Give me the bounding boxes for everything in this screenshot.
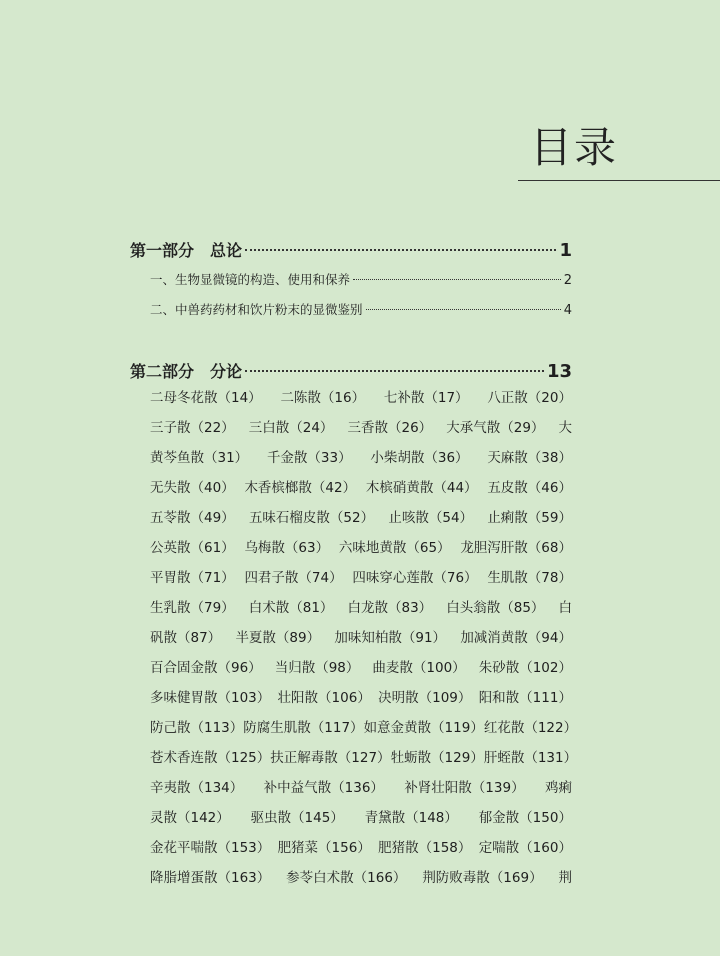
toc-entry[interactable]: 当归散（98） — [274, 660, 360, 676]
toc-part-2-label: 第二部分 分论 — [130, 362, 243, 381]
toc-entry-row — [150, 477, 572, 507]
toc-entry[interactable]: 补肾壮阳散（139） — [404, 780, 525, 796]
toc-entry[interactable]: 乌梅散（63） — [244, 540, 330, 556]
toc-entry[interactable]: 加减消黄散（94） — [460, 630, 572, 646]
toc-entry[interactable]: 七补散（17） — [383, 390, 469, 406]
toc-entry-row — [150, 747, 578, 777]
toc-entry[interactable]: 辛夷散（134） — [150, 780, 244, 796]
toc-entry[interactable]: 阳和散（111） — [478, 690, 572, 706]
toc-entry[interactable]: 三白散（24） — [248, 420, 334, 436]
toc-subsection-page: 2 — [563, 273, 572, 288]
toc-entry[interactable]: 多味健胃散（103） — [150, 690, 271, 706]
toc-part-2-page: 13 — [546, 361, 572, 382]
toc-entry[interactable]: 三子散（22） — [150, 420, 235, 436]
toc-entry[interactable]: 金花平喘散（153） — [150, 840, 271, 856]
toc-entry-row — [150, 717, 578, 747]
toc-entry[interactable]: 公英散（61） — [150, 540, 235, 556]
toc-entry[interactable]: 矾散（87） — [150, 630, 222, 646]
toc-entry-row — [150, 417, 572, 447]
toc-subsection-label: 一、生物显微镜的构造、使用和保养 — [150, 272, 351, 287]
toc-entry[interactable]: 鸡痢 — [544, 780, 572, 796]
toc-entry[interactable]: 白术散（81） — [248, 600, 334, 616]
toc-entry[interactable]: 曲麦散（100） — [372, 660, 466, 676]
toc-entry[interactable]: 三香散（26） — [347, 420, 433, 436]
toc-part-2[interactable] — [130, 359, 572, 382]
toc-entry[interactable]: 生肌散（78） — [487, 570, 572, 586]
toc-entry[interactable]: 青黛散（148） — [364, 810, 458, 826]
toc-entry-row — [150, 507, 572, 537]
toc-entry[interactable]: 荆 — [558, 870, 572, 886]
toc-entry[interactable]: 千金散（33） — [266, 450, 352, 466]
toc-entry[interactable]: 决明散（109） — [378, 690, 472, 706]
page-title: 目录 — [530, 123, 619, 172]
toc-entry[interactable]: 参苓白术散（166） — [286, 870, 407, 886]
dot-leader — [353, 279, 561, 280]
toc-entry[interactable]: 木香槟榔散（42） — [244, 480, 357, 496]
toc-entry[interactable]: 白 — [558, 600, 572, 616]
toc-entry[interactable]: 五苓散（49） — [150, 510, 235, 526]
toc-entry[interactable]: 补中益气散（136） — [263, 780, 384, 796]
dot-leader — [366, 309, 561, 310]
toc-entry[interactable]: 百合固金散（96） — [150, 660, 262, 676]
toc-entry[interactable]: 四君子散（74） — [244, 570, 343, 586]
toc-entry[interactable]: 定喘散（160） — [478, 840, 572, 856]
toc-entry-row — [150, 687, 572, 717]
toc-entry[interactable]: 驱虫散（145） — [250, 810, 344, 826]
toc-entry[interactable]: 肥猪散（158） — [378, 840, 472, 856]
toc-entry[interactable]: 大 — [558, 420, 572, 436]
toc-entry-row — [150, 657, 572, 687]
toc-entry[interactable]: 荆防败毒散（169） — [422, 870, 543, 886]
toc-entry[interactable]: 止咳散（54） — [388, 510, 474, 526]
toc-subsection[interactable] — [150, 270, 572, 288]
toc-entry[interactable]: 生乳散（79） — [150, 600, 235, 616]
toc-entry[interactable]: 防腐生肌散（117） — [243, 720, 364, 736]
toc-entry[interactable]: 五皮散（46） — [487, 480, 572, 496]
toc-entry[interactable]: 黄芩鱼散（31） — [150, 450, 249, 466]
toc-entry[interactable]: 八正散（20） — [487, 390, 572, 406]
toc-subsection-page: 4 — [563, 303, 572, 318]
toc-part-1[interactable] — [130, 238, 572, 261]
toc-entry[interactable]: 灵散（142） — [150, 810, 230, 826]
toc-entry[interactable]: 壮阳散（106） — [277, 690, 371, 706]
toc-entry[interactable]: 大承气散（29） — [446, 420, 545, 436]
toc-entry-row — [150, 627, 572, 657]
toc-entry[interactable]: 肥猪菜（156） — [277, 840, 371, 856]
toc-entry[interactable]: 无失散（40） — [150, 480, 235, 496]
toc-entry[interactable]: 苍术香连散（125） — [150, 750, 271, 766]
toc-entry[interactable]: 止痢散（59） — [487, 510, 572, 526]
toc-entry[interactable]: 降脂增蛋散（163） — [150, 870, 271, 886]
toc-entry[interactable]: 防己散（113） — [150, 720, 244, 736]
toc-entry-row — [150, 447, 572, 477]
toc-entry-row — [150, 777, 572, 807]
toc-entry[interactable]: 牡蛎散（129） — [390, 750, 484, 766]
toc-entry[interactable]: 六味地黄散（65） — [338, 540, 451, 556]
toc-entry[interactable]: 白头翁散（85） — [446, 600, 545, 616]
toc-entry[interactable]: 红花散（122） — [483, 720, 578, 736]
toc-entry[interactable]: 白龙散（83） — [347, 600, 433, 616]
toc-entry[interactable]: 天麻散（38） — [487, 450, 572, 466]
toc-entry[interactable]: 加味知柏散（91） — [334, 630, 447, 646]
toc-entry-list — [150, 387, 578, 897]
toc-entry[interactable]: 半夏散（89） — [235, 630, 321, 646]
toc-entry[interactable]: 二母冬花散（14） — [150, 390, 262, 406]
toc-entry[interactable]: 郁金散（150） — [478, 810, 572, 826]
toc-entry-row — [150, 837, 572, 867]
toc-entry[interactable]: 扶正解毒散（127） — [270, 750, 391, 766]
toc-entry[interactable]: 如意金黄散（119） — [363, 720, 484, 736]
toc-part-1-page: 1 — [559, 240, 572, 261]
toc-entry[interactable]: 平胃散（71） — [150, 570, 235, 586]
toc-entry[interactable]: 木槟硝黄散（44） — [365, 480, 478, 496]
title-rule — [518, 180, 720, 181]
toc-subsection-label: 二、中兽药药材和饮片粉末的显微鉴别 — [150, 302, 363, 317]
toc-entry[interactable]: 四味穿心莲散（76） — [352, 570, 478, 586]
toc-entry[interactable]: 龙胆泻肝散（68） — [460, 540, 572, 556]
toc-entry[interactable]: 小柴胡散（36） — [370, 450, 469, 466]
toc-entry-row — [150, 567, 572, 597]
toc-entry[interactable]: 肝蛭散（131） — [483, 750, 578, 766]
toc-entry-row — [150, 597, 572, 627]
toc-subsection[interactable] — [150, 300, 572, 318]
dot-leader — [245, 249, 556, 251]
toc-part-1-label: 第一部分 总论 — [130, 241, 243, 260]
toc-entry[interactable]: 朱砂散（102） — [478, 660, 572, 676]
toc-entry[interactable]: 二陈散（16） — [280, 390, 366, 406]
toc-entry-row — [150, 537, 572, 567]
dot-leader — [245, 370, 544, 372]
toc-entry[interactable]: 五味石榴皮散（52） — [248, 510, 375, 526]
toc-entry-row — [150, 807, 572, 837]
toc-entry-row — [150, 867, 572, 897]
toc-entry-row — [150, 387, 572, 417]
